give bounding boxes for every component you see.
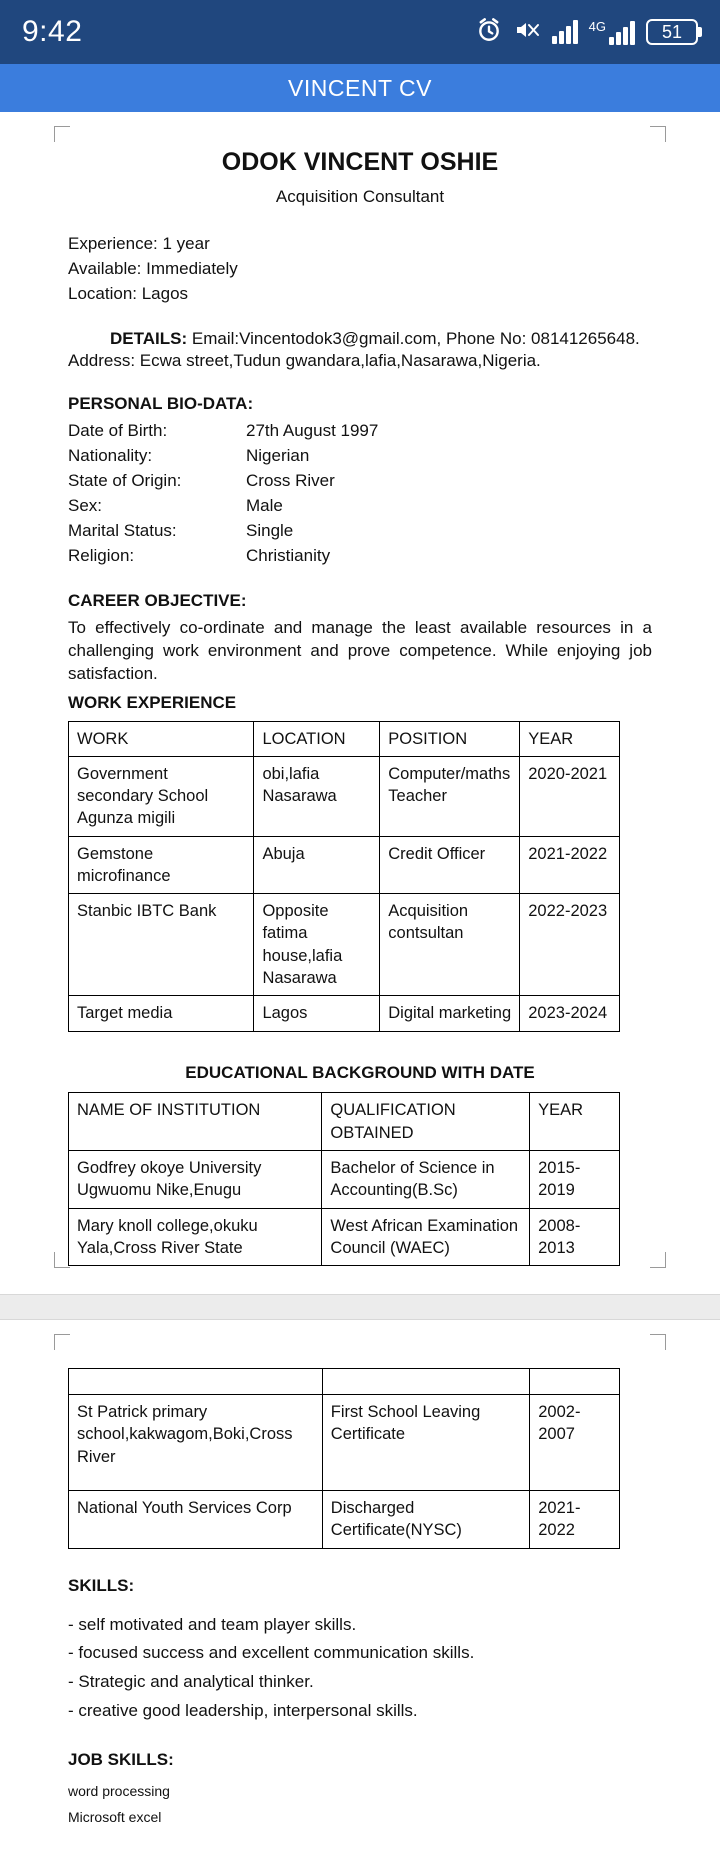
table-cell: Bachelor of Science in Accounting(B.Sc) [322,1151,530,1209]
skill-item: - self motivated and team player skills. [68,1614,357,1634]
bio-key: Date of Birth: [68,421,168,441]
skill-item: - creative good leadership, interpersonal skills. [68,1701,418,1721]
table-cell: West African Examination Council (WAEC) [322,1208,530,1266]
document-page-2[interactable] [0,1320,720,1858]
battery-level-label: 51 [661,22,683,42]
table-cell: 2021-2022 [530,1491,620,1549]
job-skill-item: Microsoft excel [68,1809,162,1826]
objective-title-colon: : [240,590,247,610]
summary-line: Available: Immediately [68,258,238,278]
bio-value: Male [246,496,283,516]
table-row [69,894,620,996]
table-cell: Abuja [254,836,380,894]
app-bar [0,64,720,112]
education-table [68,1092,620,1266]
table-cell: Computer/maths Teacher [380,756,520,836]
table-row [69,836,620,894]
skill-item: - focused success and excellent communication skills. [68,1643,475,1663]
table-header-row [69,1369,620,1395]
skills-title: SKILLS: [68,1575,135,1595]
column-header: POSITION [380,721,520,756]
table-cell: 2008-2013 [530,1208,620,1266]
skill-item: - Strategic and analytical thinker. [68,1672,314,1692]
crop-mark-bottom-right [650,1252,666,1268]
table-cell: 2021-2022 [520,836,620,894]
table-cell: 2015-2019 [530,1151,620,1209]
summary-line: Experience: 1 year [68,233,210,253]
bio-key: Nationality: [68,446,153,466]
table-cell: Godfrey okoye University Ugwuomu Nike,Enugu [69,1151,322,1209]
job-skills-title: JOB SKILLS: [68,1750,174,1770]
bio-title [68,393,652,416]
table-row [69,1151,620,1209]
signal-icon [552,20,578,44]
table-cell: Gemstone microfinance [69,836,254,894]
column-header: YEAR [520,721,620,756]
table-cell: Stanbic IBTC Bank [69,894,254,996]
table-cell: St Patrick primary school,kakwagom,Boki,Cross River [69,1395,323,1491]
document-page-1[interactable] [0,112,720,1276]
table-cell: 2002-2007 [530,1395,620,1491]
status-icons [476,17,698,48]
table-cell: Digital marketing [380,996,520,1031]
bio-title-colon: : [247,394,254,414]
bio-value: Christianity [246,546,331,565]
details-address: Address: Ecwa street,Tudun gwandara,lafia,Nasarawa,Nigeria. [68,351,541,371]
table-header-row [69,1093,620,1151]
details-label: DETAILS: [110,328,188,348]
table-cell: Mary knoll college,okuku Yala,Cross River State [69,1208,322,1266]
table-row [69,1208,620,1266]
bio-key: Sex: [68,496,103,516]
bio-key: Marital Status: [68,521,177,541]
table-cell: Opposite fatima house,lafia Nasarawa [254,894,380,996]
battery-icon [646,19,698,45]
work-experience-title: WORK EXPERIENCE [68,692,237,712]
objective-text: To effectively co-ordinate and manage the least available resources in a challenging work environment and prove competence. While enjoying job satisfaction. [68,617,652,683]
education-title: EDUCATIONAL BACKGROUND WITH DATE [185,1062,535,1082]
table-cell: 2022-2023 [520,894,620,996]
app-bar-title: VINCENT CV [288,74,432,101]
column-header [69,1369,323,1395]
bio-value: Nigerian [246,446,310,466]
table-cell: Acquisition contsultan [380,894,520,996]
bio-title-text: PERSONAL BIO-DATA [68,394,248,414]
table-row [69,756,620,836]
bio-section [68,393,652,568]
table-row [69,1395,620,1491]
objective-title-text: CAREER OBJECTIVE [68,590,241,610]
column-header [530,1369,620,1395]
page-separator [0,1294,720,1320]
crop-mark-bottom-left [54,1252,70,1268]
job-skill-item: word processing [68,1783,170,1800]
alarm-icon [476,17,502,48]
table-cell: Credit Officer [380,836,520,894]
bio-value: Cross River [246,471,335,491]
bio-row [68,520,652,543]
table-cell: First School Leaving Certificate [322,1395,529,1491]
network-type-label: 4G [588,18,606,34]
bio-row [68,420,652,443]
table-cell: National Youth Services Corp [69,1491,323,1549]
bio-row [68,545,652,568]
bio-value: 27th August 1997 [246,421,379,441]
table-cell: Target media [69,996,254,1031]
bio-row [68,445,652,468]
table-cell: Discharged Certificate(NYSC) [322,1491,529,1549]
status-bar [0,0,720,64]
bio-key: State of Origin: [68,471,182,491]
table-cell: Lagos [254,996,380,1031]
mute-icon [513,18,541,47]
table-row [69,996,620,1031]
column-header: LOCATION [254,721,380,756]
bio-key: Religion: [68,546,135,565]
details-block [68,328,652,374]
signal-4g-icon [589,20,635,45]
column-header: WORK [69,721,254,756]
table-cell: 2023-2024 [520,996,620,1031]
column-header: QUALIFICATION OBTAINED [322,1093,530,1151]
summary-line: Location: Lagos [68,283,189,303]
page-title: ODOK VINCENT OSHIE [221,148,499,176]
work-experience-table [68,721,620,1032]
table-header-row [69,721,620,756]
bio-row [68,470,652,493]
education-continued-table [68,1368,620,1549]
bio-row [68,495,652,518]
crop-mark-top-right [650,126,666,142]
table-cell: obi,lafia Nasarawa [254,756,380,836]
table-cell: Government secondary School Agunza migili [69,756,254,836]
summary-lines [68,233,652,306]
column-header [322,1369,529,1395]
table-cell: 2020-2021 [520,756,620,836]
column-header: YEAR [530,1093,620,1151]
details-contact: Email:Vincentodok3@gmail.com, Phone No: 08141265648. [191,328,640,348]
status-clock: 9:42 [22,15,83,48]
table-row [69,1491,620,1549]
job-role: Acquisition Consultant [275,186,445,206]
column-header: NAME OF INSTITUTION [69,1093,322,1151]
objective-title [68,590,652,613]
crop-mark-top-left [54,126,70,142]
bio-value: Single [246,521,294,541]
